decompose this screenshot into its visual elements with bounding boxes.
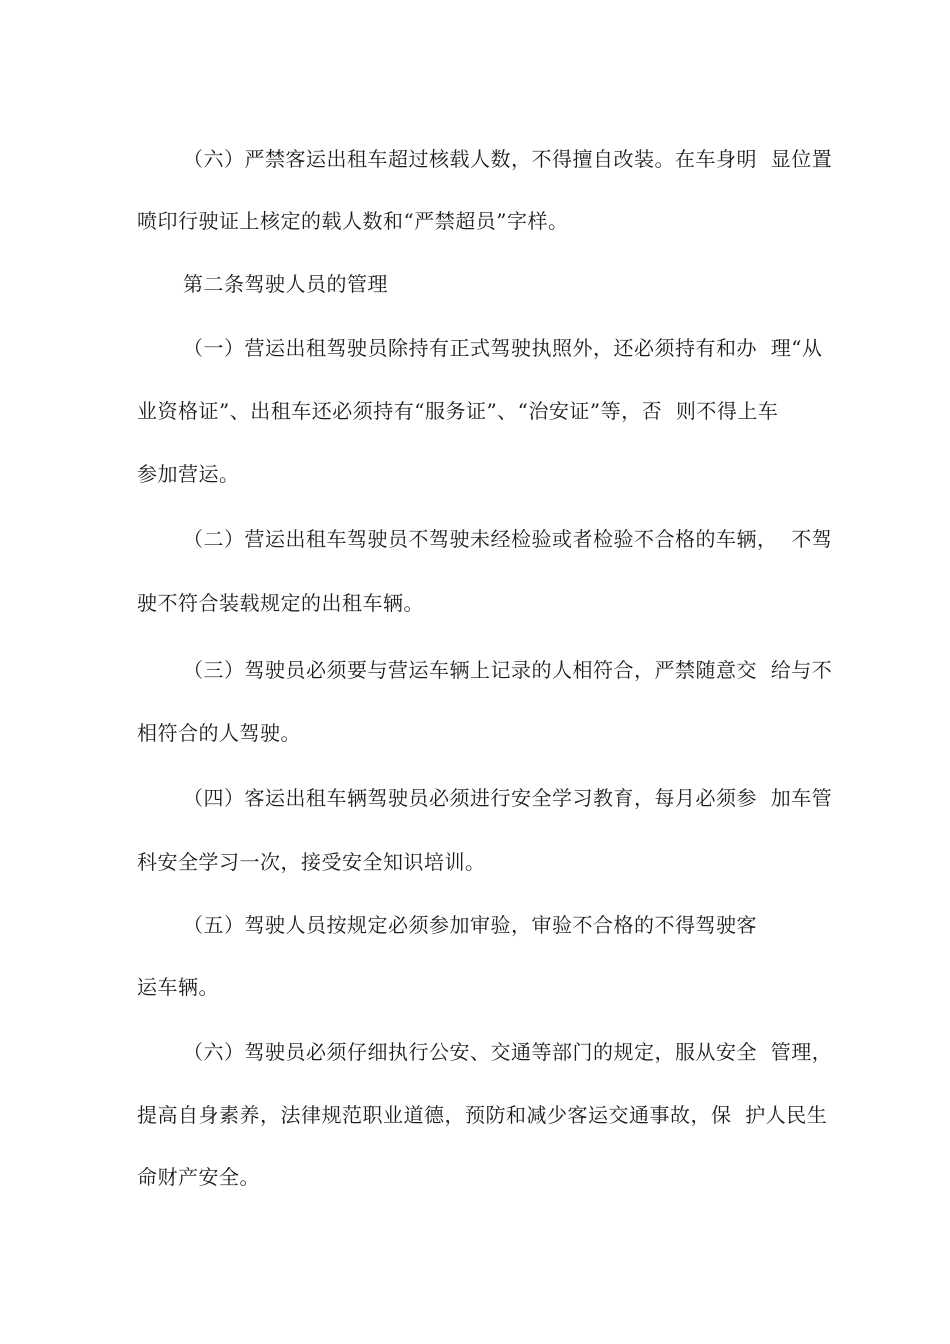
- paragraph-driver-3-line-1: （三）驾驶员必须要与营运车辆上记录的人相符合，严禁随意交 给与不: [183, 658, 833, 682]
- paragraph-driver-2-line-1: （二）营运出租车驾驶员不驾驶未经检验或者检验不合格的车辆， 不驾: [183, 527, 833, 551]
- paragraph-driver-6-line-2: 提高自身素养，法律规范职业道德，预防和减少客运交通事故，保 护人民生: [137, 1103, 828, 1127]
- paragraph-driver-1-line-3: 参加营运。: [137, 462, 240, 486]
- paragraph-driver-6-line-1: （六）驾驶员必须仔细执行公安、交通等部门的规定，服从安全 管理，: [183, 1040, 833, 1064]
- paragraph-driver-5-line-2: 运车辆。: [137, 975, 219, 999]
- paragraph-driver-4-line-1: （四）客运出租车辆驾驶员必须进行安全学习教育，每月必须参 加车管: [183, 786, 833, 810]
- paragraph-driver-1-line-2: 业资格证”、出租车还必须持有“服务证”、“治安证”等，否 则不得上车: [137, 399, 779, 423]
- paragraph-driver-3-line-2: 相符合的人驾驶。: [137, 721, 301, 745]
- paragraph-driver-5-line-1: （五）驾驶人员按规定必须参加审验，审验不合格的不得驾驶客: [183, 913, 757, 937]
- paragraph-vehicle-6-line-2: 喷印行驶证上核定的载人数和“严禁超员”字样。: [137, 209, 569, 233]
- paragraph-driver-1-line-1: （一）营运出租驾驶员除持有正式驾驶执照外，还必须持有和办 理“从: [183, 336, 823, 360]
- paragraph-vehicle-6-line-1: （六）严禁客运出租车超过核载人数，不得擅自改装。在车身明 显位置: [183, 147, 833, 171]
- paragraph-driver-4-line-2: 科安全学习一次，接受安全知识培训。: [137, 850, 486, 874]
- paragraph-driver-6-line-3: 命财产安全。: [137, 1165, 260, 1189]
- article-2-heading: 第二条驾驶人员的管理: [183, 272, 388, 296]
- paragraph-driver-2-line-2: 驶不符合装载规定的出租车辆。: [137, 591, 424, 615]
